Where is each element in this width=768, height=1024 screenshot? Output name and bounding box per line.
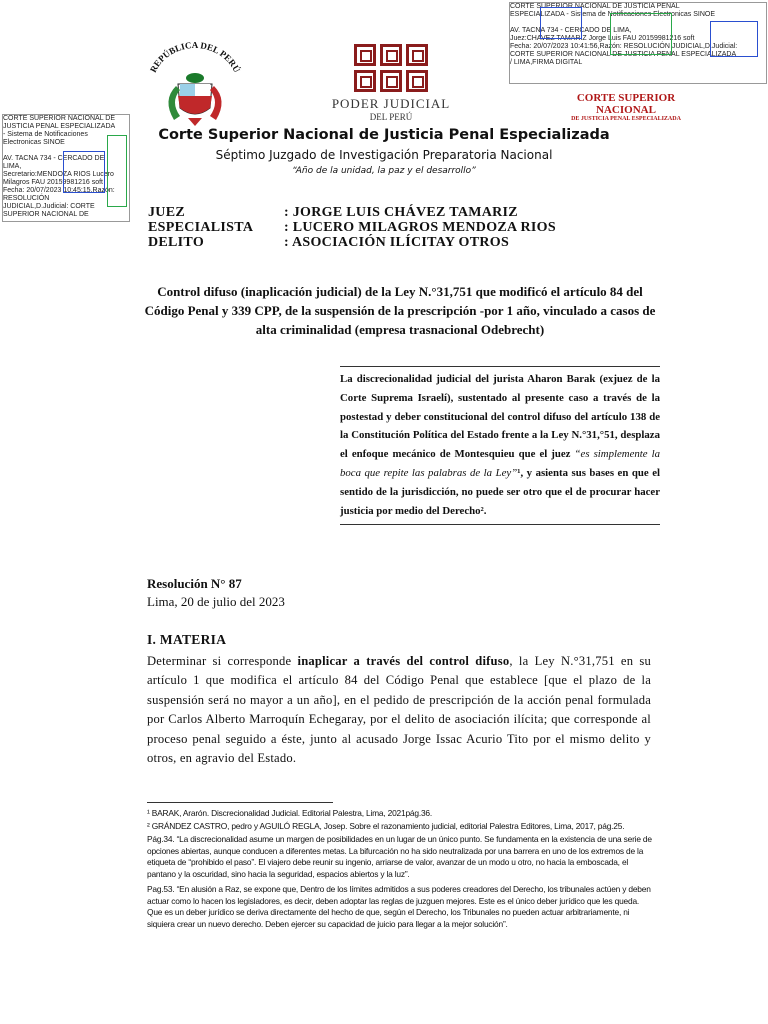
signature-line: Milagros FAU 20159981216 soft [3, 179, 104, 186]
signature-line: Fecha: 20/07/2023 10:45:15,Razón: [3, 187, 115, 194]
peru-coat-of-arms-icon [140, 40, 250, 130]
meta-key: JUEZ [148, 205, 185, 220]
signature-line: LIMA, [3, 163, 22, 170]
poder-judicial-sub: DEL PERÚ [369, 112, 413, 122]
resolution-date: Lima, 20 de julio del 2023 [147, 594, 285, 609]
meta-value: : LUCERO MILAGROS MENDOZA RIOS [284, 220, 556, 235]
signature-line: AV. TACNA 734 - CERCADO DE LIMA, [510, 27, 632, 34]
signature-line: CORTE SUPERIOR NACIONAL DE JUSTICIA PENAL [510, 3, 680, 10]
footnote-3: Pág.34. “La discrecionalidad asume un margen de posibilidades en un lugar de un único punto. Se fundamenta en la existencia de una serie de opciones abiertas, aunque conducen a diferentes metas. La bifurcación no ha sido neutralizada por una barrera en uno de los extremos de la etiqueta de “prohibido el paso”. El viajero debe reunir su ingenio, arriarse de valor, avanzar de un modo u otro, no hacia la emboscada, el pantano y la oscuridad, sino hacia la seguridad, espacios abiertos y la luz”. [147, 834, 652, 879]
resolution-number: Resolución N° 87 [147, 576, 242, 591]
meta-row-delito [148, 235, 509, 251]
signature-box-icon [610, 13, 672, 55]
section-body [147, 652, 651, 768]
document-title: Control difuso (inaplicación judicial) de la Ley N.°31,751 que modificó el artículo 84 del Código Penal y 339 CPP, de la suspensión de la prescripción -por 1 año, vinculado a casos de alta criminalidad (empresa trasnacional Odebrecht) [144, 284, 656, 337]
signature-line: JUDICIAL,D.Judicial: CORTE [3, 203, 95, 210]
signature-line: ESPECIALIZADA - Sistema de Notificaciones Electronicas SINOE [510, 11, 716, 18]
court-heading: Corte Superior Nacional de Justicia Penal Especializada [158, 127, 610, 143]
epigraph-quote: “es simplemente la boca que repite las palabras de la Ley” [340, 448, 660, 479]
footnote-divider [147, 802, 333, 803]
footnote-2: ² GRÁNDEZ CASTRO, pedro y AGUILÓ REGLA, Josep. Sobre el razonamiento judicial, editorial Palestra Editores, Lima, 2017, pág.25. [147, 821, 625, 831]
section-heading: I. MATERIA [147, 632, 227, 647]
signature-line: / LIMA,FIRMA DIGITAL [510, 59, 583, 66]
signature-line: SUPERIOR NACIONAL DE [3, 211, 89, 218]
signature-box-icon [540, 7, 582, 39]
signature-line: - Sistema de Notificaciones [3, 131, 88, 138]
year-motto: “Año de la unidad, la paz y el desarrollo” [292, 166, 476, 176]
corte-superior-nacional-logo [552, 92, 700, 122]
epigraph-box [340, 366, 660, 525]
digital-signature-stamp-judge [509, 2, 767, 84]
footnote-1: ¹ BARAK, Ararón. Discrecionalidad Judicial. Editorial Palestra, Lima, 2021pág.36. [147, 808, 432, 818]
signature-line: Secretario:MENDOZA RIOS Lucero [3, 171, 114, 178]
signature-line: AV. TACNA 734 - CERCADO DE [3, 155, 105, 162]
body-text: , la Ley N.°31,751 en su artículo 1 que modifica el artículo 84 del Código Penal que establece [que el plazo de la suspensión será no mayor a un año], en el pedido de prescripción de la acción penal formulada por Carlos Alberto Marroquín Echegaray, por el delito de asociación ilícita; que corresponde al proceso penal seguido a éste, junto al acusado Jorge Issac Acurio Tito por el mismo delito y otros, en agravio del Estado. [147, 654, 652, 766]
signature-box-icon [710, 21, 758, 57]
signature-line: Juez:CHAVEZ TAMARIZ Jorge Luis FAU 20159981216 soft [510, 35, 695, 42]
signature-line: Fecha: 20/07/2023 10:41:56,Razón: RESOLUCIÓN JUDICIAL,D.Judicial: [510, 43, 738, 50]
signature-line: Electronicas SINOE [3, 139, 65, 146]
body-bold-text: inaplicar a través del control difuso [297, 654, 510, 668]
body-text: Determinar si corresponde [147, 654, 298, 668]
poder-judicial-name: PODER JUDICIAL [331, 96, 451, 111]
meta-key: ESPECIALISTA [148, 220, 254, 235]
poder-judicial-mark-icon [326, 44, 456, 66]
signature-line: CORTE SUPERIOR NACIONAL DE [3, 115, 116, 122]
meta-row-especialista [148, 220, 556, 236]
svg-text:REPÚBLICA DEL PERÚ [148, 40, 242, 74]
epigraph-text: La discrecionalidad judicial del jurista Aharon Barak (exjuez de la Corte Suprema Israelí), sustentado al presente caso a través de la postestad y deber constitucional del control difuso del artículo 138 de la Constitución Política del Estado frente a la Ley N.°31,°51, desplaza el enfoque mecánico de Montesquieu que el juez [340, 373, 660, 461]
signature-line: JUSTICIA PENAL ESPECIALIZADA [3, 123, 116, 130]
juzgado-heading: Séptimo Juzgado de Investigación Preparatoria Nacional [215, 148, 553, 162]
epigraph [340, 370, 660, 520]
poder-judicial-logo [326, 44, 456, 122]
signature-line: RESOLUCIÓN [3, 195, 50, 202]
epigraph-text: ¹, y asienta sus bases en que el sentido de la jurisdicción, no puede ser otro que el de procurar hacer justicia por medio del Derecho². [340, 466, 660, 517]
meta-value: : JORGE LUIS CHÁVEZ TAMARIZ [284, 205, 518, 220]
csn-logo-sub: DE JUSTICIA PENAL ESPECIALIZADA [571, 116, 681, 122]
meta-key: DELITO [148, 235, 205, 250]
footnote-4: Pag.53. “En alusión a Raz, se expone que, Dentro de los límites admitidos a sus poderes creadores del Derecho, los tribunales actúen y deben actuar como lo hacen los legisladores, es decir, deben adoptar las reglas de juzguen mejores. Este es el único deber jurídico que les queda. Que es un deber jurídico se deriva directamente del hecho de que, según el Derecho, los Tribunales no pueden actuar arbitrariamente, ni siquiera crear un nuevo derecho. Deben ejercer su capacidad de juicio para llegar a la mejor solución”. [147, 884, 651, 929]
meta-row-juez [148, 205, 518, 221]
seal-text: REPÚBLICA DEL PERÚ [147, 40, 243, 75]
signature-line: CORTE SUPERIOR NACIONAL DE JUSTICIA PENAL ESPECIALIZADA [510, 51, 737, 58]
meta-value: : ASOCIACIÓN ILÍCITAY OTROS [284, 235, 510, 250]
csn-logo-name: CORTE SUPERIOR NACIONAL [576, 92, 676, 116]
